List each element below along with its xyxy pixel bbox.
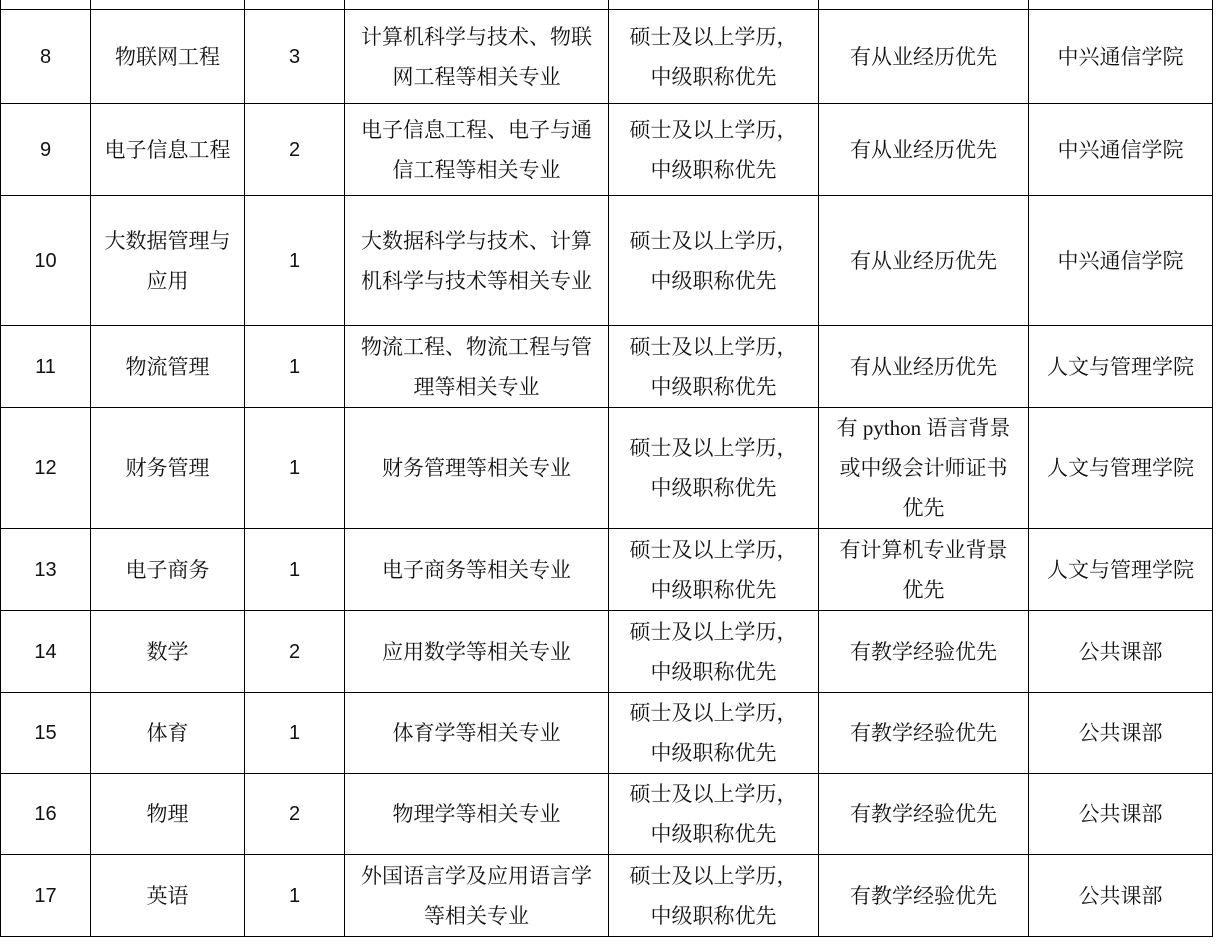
- major-cell: 体育: [91, 693, 245, 774]
- row-number: 13: [1, 529, 91, 611]
- major-cell: 电子信息工程: [91, 104, 245, 196]
- experience-cell: 有教学经验优先: [819, 693, 1029, 774]
- field-cell: 大数据科学与技术、计算机科学与技术等相关专业: [345, 196, 609, 326]
- department-cell: 中兴通信学院: [1029, 104, 1213, 196]
- field-cell: 外国语言学及应用语言学等相关专业: [345, 855, 609, 937]
- table-row: [1, 408, 1213, 529]
- headcount-cell: 1: [245, 326, 345, 408]
- table-row: [1, 855, 1213, 937]
- table-row: [1, 326, 1213, 408]
- major-cell: 大数据管理与应用: [91, 196, 245, 326]
- field-cell: 计算机科学与技术、物联网工程等相关专业: [345, 10, 609, 104]
- experience-cell: 有从业经历优先: [819, 196, 1029, 326]
- row-number: 14: [1, 611, 91, 693]
- headcount-cell: 1: [245, 693, 345, 774]
- major-cell: 英语: [91, 855, 245, 937]
- row-number: 9: [1, 104, 91, 196]
- experience-cell: 有教学经验优先: [819, 774, 1029, 855]
- headcount-cell: 1: [245, 529, 345, 611]
- table-row: [1, 611, 1213, 693]
- headcount-cell: 1: [245, 408, 345, 529]
- education-cell: 硕士及以上学历，中级职称优先: [609, 774, 819, 855]
- table-row: [1, 774, 1213, 855]
- department-cell: 公共课部: [1029, 855, 1213, 937]
- field-cell: 电子信息工程、电子与通信工程等相关专业: [345, 104, 609, 196]
- experience-cell: 有从业经历优先: [819, 104, 1029, 196]
- table-row-partial: [1, 0, 1213, 10]
- department-cell: 中兴通信学院: [1029, 196, 1213, 326]
- experience-cell: 有计算机专业背景优先: [819, 529, 1029, 611]
- experience-cell: 有 python 语言背景或中级会计师证书优先: [819, 408, 1029, 529]
- major-cell: 数学: [91, 611, 245, 693]
- table-row: [1, 196, 1213, 326]
- headcount-cell: 2: [245, 104, 345, 196]
- field-cell: 体育学等相关专业: [345, 693, 609, 774]
- education-cell: 硕士及以上学历，中级职称优先: [609, 196, 819, 326]
- field-cell: 物理学等相关专业: [345, 774, 609, 855]
- field-cell: 财务管理等相关专业: [345, 408, 609, 529]
- education-cell: 硕士及以上学历，中级职称优先: [609, 408, 819, 529]
- department-cell: 人文与管理学院: [1029, 408, 1213, 529]
- field-cell: 物流工程、物流工程与管理等相关专业: [345, 326, 609, 408]
- row-number: 15: [1, 693, 91, 774]
- major-cell: 物联网工程: [91, 10, 245, 104]
- row-number: 8: [1, 10, 91, 104]
- education-cell: 硕士及以上学历，中级职称优先: [609, 104, 819, 196]
- major-cell: 电子商务: [91, 529, 245, 611]
- row-number: 10: [1, 196, 91, 326]
- headcount-cell: 2: [245, 611, 345, 693]
- experience-cell: 有从业经历优先: [819, 326, 1029, 408]
- experience-cell: 有教学经验优先: [819, 855, 1029, 937]
- experience-cell: 有从业经历优先: [819, 10, 1029, 104]
- row-number: 16: [1, 774, 91, 855]
- table-row: [1, 10, 1213, 104]
- table-row: [1, 104, 1213, 196]
- major-cell: 物理: [91, 774, 245, 855]
- row-number: 17: [1, 855, 91, 937]
- row-number: 11: [1, 326, 91, 408]
- education-cell: 硕士及以上学历，中级职称优先: [609, 326, 819, 408]
- table-row: [1, 693, 1213, 774]
- headcount-cell: 1: [245, 196, 345, 326]
- major-cell: 财务管理: [91, 408, 245, 529]
- row-number: 12: [1, 408, 91, 529]
- education-cell: 硕士及以上学历，中级职称优先: [609, 855, 819, 937]
- department-cell: 公共课部: [1029, 774, 1213, 855]
- experience-cell: 有教学经验优先: [819, 611, 1029, 693]
- headcount-cell: 1: [245, 855, 345, 937]
- department-cell: 公共课部: [1029, 611, 1213, 693]
- department-cell: 人文与管理学院: [1029, 326, 1213, 408]
- department-cell: 公共课部: [1029, 693, 1213, 774]
- education-cell: 硕士及以上学历，中级职称优先: [609, 529, 819, 611]
- field-cell: 电子商务等相关专业: [345, 529, 609, 611]
- field-cell: 应用数学等相关专业: [345, 611, 609, 693]
- department-cell: 中兴通信学院: [1029, 10, 1213, 104]
- education-cell: 硕士及以上学历，中级职称优先: [609, 10, 819, 104]
- department-cell: 人文与管理学院: [1029, 529, 1213, 611]
- table-row: [1, 529, 1213, 611]
- headcount-cell: 3: [245, 10, 345, 104]
- education-cell: 硕士及以上学历，中级职称优先: [609, 693, 819, 774]
- major-cell: 物流管理: [91, 326, 245, 408]
- education-cell: 硕士及以上学历，中级职称优先: [609, 611, 819, 693]
- headcount-cell: 2: [245, 774, 345, 855]
